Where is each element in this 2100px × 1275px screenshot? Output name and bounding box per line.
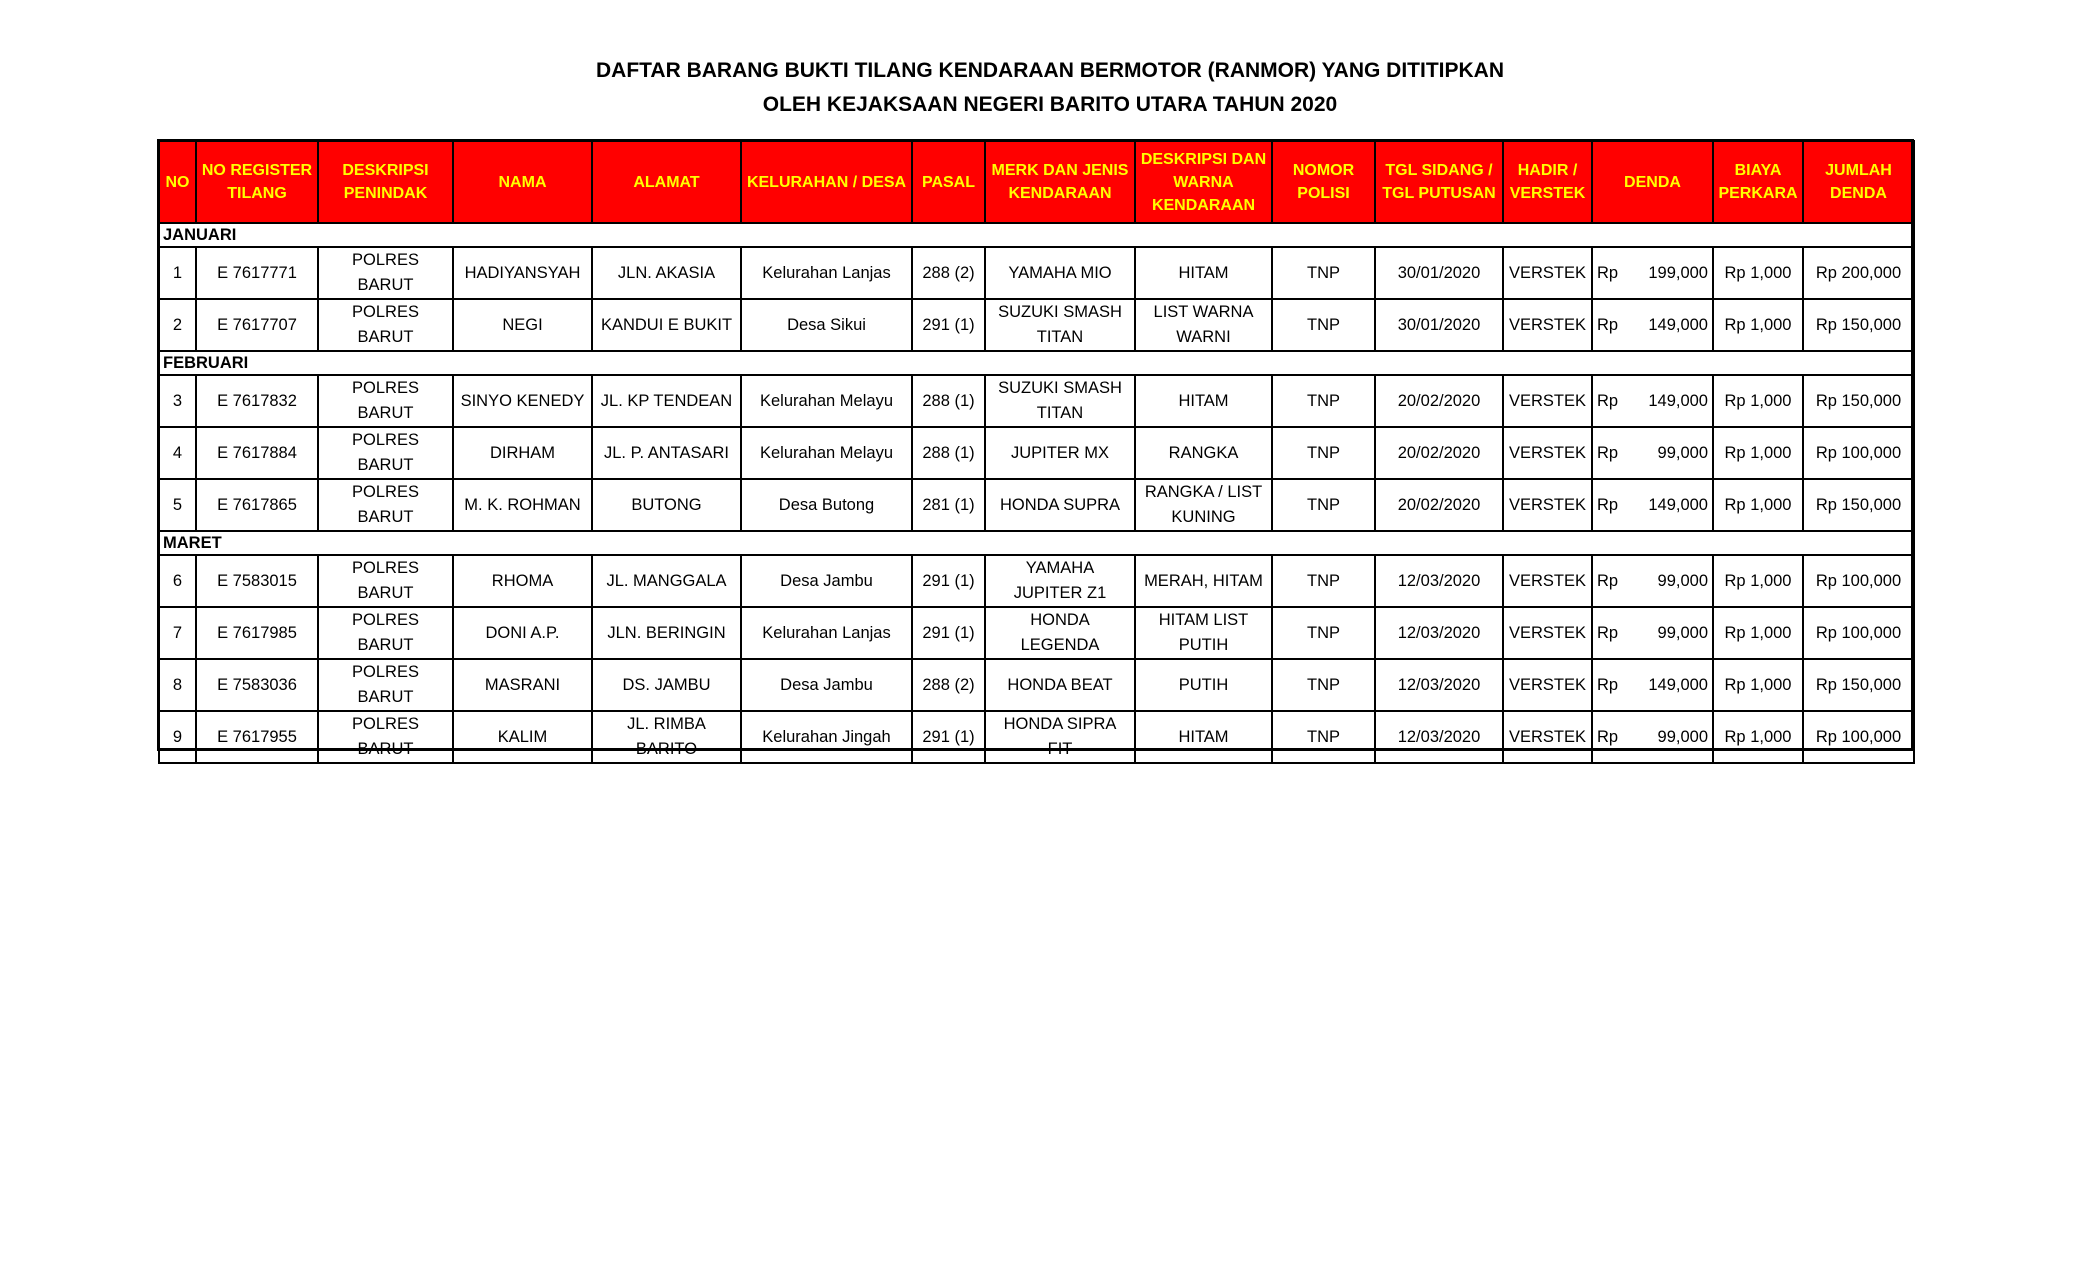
header-col-register: NO REGISTER TILANG [196, 141, 318, 223]
cell-no: 3 [159, 375, 196, 427]
table-row [159, 247, 1914, 299]
cell-register: E 7617771 [196, 247, 318, 299]
cell-no: 4 [159, 427, 196, 479]
month-label: MARET [159, 531, 1914, 555]
cell-hadir: VERSTEK [1503, 427, 1592, 479]
cell-polisi: TNP [1272, 479, 1375, 531]
cell-penindak: POLRES BARUT [318, 607, 453, 659]
cell-pasal: 291 (1) [912, 607, 985, 659]
month-section-row [159, 351, 1914, 375]
cell-register: E 7617832 [196, 375, 318, 427]
denda-currency: Rp [1597, 443, 1619, 462]
cell-hadir: VERSTEK [1503, 479, 1592, 531]
cell-hadir: VERSTEK [1503, 555, 1592, 607]
table-row [159, 375, 1914, 427]
cell-no: 5 [159, 479, 196, 531]
header-col-polisi: NOMOR POLISI [1272, 141, 1375, 223]
cell-nama: MASRANI [453, 659, 592, 711]
cell-merk: HONDA SUPRA [985, 479, 1135, 531]
cell-hadir: VERSTEK [1503, 711, 1592, 763]
cell-nama: DIRHAM [453, 427, 592, 479]
cell-pasal: 291 (1) [912, 299, 985, 351]
cell-no: 9 [159, 711, 196, 763]
cell-alamat: KANDUI E BUKIT [592, 299, 741, 351]
table-row [159, 299, 1914, 351]
cell-desa: Desa Jambu [741, 659, 912, 711]
cell-nama: HADIYANSYAH [453, 247, 592, 299]
cell-hadir: VERSTEK [1503, 659, 1592, 711]
cell-tgl: 20/02/2020 [1375, 479, 1503, 531]
cell-penindak: POLRES BARUT [318, 659, 453, 711]
cell-jumlah: Rp 100,000 [1803, 427, 1914, 479]
cell-no: 7 [159, 607, 196, 659]
denda-currency: Rp [1597, 675, 1619, 694]
cell-denda [1592, 607, 1713, 659]
denda-currency: Rp [1597, 495, 1619, 514]
cell-register: E 7583015 [196, 555, 318, 607]
cell-nama: SINYO KENEDY [453, 375, 592, 427]
denda-amount: 99,000 [1657, 727, 1708, 746]
month-section-row [159, 223, 1914, 247]
cell-warna: RANGKA / LIST KUNING [1135, 479, 1272, 531]
cell-nama: M. K. ROHMAN [453, 479, 592, 531]
cell-pasal: 291 (1) [912, 555, 985, 607]
cell-desa: Kelurahan Lanjas [741, 247, 912, 299]
month-label: FEBRUARI [159, 351, 1914, 375]
cell-biaya: Rp 1,000 [1713, 607, 1803, 659]
cell-biaya: Rp 1,000 [1713, 427, 1803, 479]
cell-biaya: Rp 1,000 [1713, 247, 1803, 299]
denda-currency: Rp [1597, 623, 1619, 642]
cell-register: E 7617985 [196, 607, 318, 659]
header-col-tgl: TGL SIDANG / TGL PUTUSAN [1375, 141, 1503, 223]
cell-denda [1592, 299, 1713, 351]
cell-warna: RANGKA [1135, 427, 1272, 479]
cell-register: E 7617955 [196, 711, 318, 763]
denda-currency: Rp [1597, 571, 1619, 590]
cell-nama: RHOMA [453, 555, 592, 607]
cell-polisi: TNP [1272, 659, 1375, 711]
cell-polisi: TNP [1272, 375, 1375, 427]
cell-penindak: POLRES BARUT [318, 711, 453, 763]
cell-pasal: 288 (2) [912, 247, 985, 299]
header-col-nama: NAMA [453, 141, 592, 223]
header-col-desa: KELURAHAN / DESA [741, 141, 912, 223]
cell-tgl: 12/03/2020 [1375, 555, 1503, 607]
cell-alamat: JLN. BERINGIN [592, 607, 741, 659]
denda-amount: 149,000 [1648, 495, 1708, 514]
cell-desa: Desa Sikui [741, 299, 912, 351]
cell-alamat: JL. P. ANTASARI [592, 427, 741, 479]
cell-jumlah: Rp 150,000 [1803, 479, 1914, 531]
header-col-pasal: PASAL [912, 141, 985, 223]
cell-jumlah: Rp 100,000 [1803, 711, 1914, 763]
cell-jumlah: Rp 150,000 [1803, 375, 1914, 427]
cell-denda [1592, 479, 1713, 531]
cell-penindak: POLRES BARUT [318, 375, 453, 427]
cell-biaya: Rp 1,000 [1713, 659, 1803, 711]
cell-jumlah: Rp 150,000 [1803, 299, 1914, 351]
cell-polisi: TNP [1272, 711, 1375, 763]
cell-tgl: 30/01/2020 [1375, 299, 1503, 351]
title-line-1: DAFTAR BARANG BUKTI TILANG KENDARAAN BERMOTOR (RANMOR) YANG DITITIPKAN [595, 59, 1505, 82]
cell-no: 6 [159, 555, 196, 607]
cell-biaya: Rp 1,000 [1713, 299, 1803, 351]
cell-pasal: 288 (1) [912, 427, 985, 479]
cell-no: 2 [159, 299, 196, 351]
table-header-row [159, 141, 1914, 223]
cell-alamat: JL. MANGGALA [592, 555, 741, 607]
cell-desa: Desa Butong [741, 479, 912, 531]
cell-biaya: Rp 1,000 [1713, 711, 1803, 763]
cell-tgl: 20/02/2020 [1375, 375, 1503, 427]
cell-jumlah: Rp 150,000 [1803, 659, 1914, 711]
cell-biaya: Rp 1,000 [1713, 555, 1803, 607]
cell-register: E 7583036 [196, 659, 318, 711]
cell-warna: MERAH, HITAM [1135, 555, 1272, 607]
month-section-row [159, 531, 1914, 555]
cell-jumlah: Rp 100,000 [1803, 555, 1914, 607]
cell-penindak: POLRES BARUT [318, 427, 453, 479]
cell-warna: HITAM [1135, 711, 1272, 763]
cell-desa: Kelurahan Lanjas [741, 607, 912, 659]
cell-alamat: DS. JAMBU [592, 659, 741, 711]
cell-nama: KALIM [453, 711, 592, 763]
cell-desa: Kelurahan Jingah [741, 711, 912, 763]
cell-warna: PUTIH [1135, 659, 1272, 711]
cell-polisi: TNP [1272, 555, 1375, 607]
cell-no: 1 [159, 247, 196, 299]
cell-merk: JUPITER MX [985, 427, 1135, 479]
header-col-jumlah: JUMLAH DENDA [1803, 141, 1914, 223]
cell-warna: HITAM [1135, 247, 1272, 299]
cell-polisi: TNP [1272, 299, 1375, 351]
cell-alamat: JLN. AKASIA [592, 247, 741, 299]
cell-nama: DONI A.P. [453, 607, 592, 659]
header-col-hadir: HADIR / VERSTEK [1503, 141, 1592, 223]
cell-register: E 7617865 [196, 479, 318, 531]
cell-denda [1592, 711, 1713, 763]
table-row [159, 427, 1914, 479]
header-col-warna: DESKRIPSI DAN WARNA KENDARAAN [1135, 141, 1272, 223]
denda-amount: 99,000 [1657, 443, 1708, 462]
cell-penindak: POLRES BARUT [318, 247, 453, 299]
denda-amount: 149,000 [1648, 391, 1708, 410]
denda-amount: 199,000 [1648, 263, 1708, 282]
denda-amount: 99,000 [1657, 623, 1708, 642]
evidence-table [158, 140, 1915, 764]
denda-amount: 149,000 [1648, 315, 1708, 334]
cell-denda [1592, 247, 1713, 299]
cell-tgl: 12/03/2020 [1375, 659, 1503, 711]
cell-nama: NEGI [453, 299, 592, 351]
cell-biaya: Rp 1,000 [1713, 479, 1803, 531]
cell-hadir: VERSTEK [1503, 299, 1592, 351]
cell-jumlah: Rp 200,000 [1803, 247, 1914, 299]
document-title [0, 54, 2100, 122]
table-row [159, 479, 1914, 531]
header-col-penindak: DESKRIPSI PENINDAK [318, 141, 453, 223]
cell-warna: LIST WARNA WARNI [1135, 299, 1272, 351]
cell-hadir: VERSTEK [1503, 607, 1592, 659]
cell-merk: HONDA SIPRA FIT [985, 711, 1135, 763]
cell-tgl: 30/01/2020 [1375, 247, 1503, 299]
table-row [159, 659, 1914, 711]
header-col-denda: DENDA [1592, 141, 1713, 223]
cell-hadir: VERSTEK [1503, 247, 1592, 299]
cell-penindak: POLRES BARUT [318, 555, 453, 607]
table-row [159, 555, 1914, 607]
cell-pasal: 288 (1) [912, 375, 985, 427]
denda-currency: Rp [1597, 727, 1619, 746]
header-col-biaya: BIAYA PERKARA [1713, 141, 1803, 223]
cell-denda [1592, 555, 1713, 607]
cell-pasal: 281 (1) [912, 479, 985, 531]
table-row [159, 711, 1914, 763]
cell-merk: YAMAHA MIO [985, 247, 1135, 299]
title-line-2: OLEH KEJAKSAAN NEGERI BARITO UTARA TAHUN 2020 [762, 93, 1338, 116]
cell-desa: Kelurahan Melayu [741, 375, 912, 427]
cell-pasal: 288 (2) [912, 659, 985, 711]
cell-denda [1592, 375, 1713, 427]
cell-jumlah: Rp 100,000 [1803, 607, 1914, 659]
cell-warna: HITAM LIST PUTIH [1135, 607, 1272, 659]
cell-polisi: TNP [1272, 427, 1375, 479]
cell-polisi: TNP [1272, 607, 1375, 659]
cell-denda [1592, 427, 1713, 479]
cell-penindak: POLRES BARUT [318, 299, 453, 351]
denda-amount: 149,000 [1648, 675, 1708, 694]
cell-penindak: POLRES BARUT [318, 479, 453, 531]
cell-polisi: TNP [1272, 247, 1375, 299]
cell-warna: HITAM [1135, 375, 1272, 427]
cell-tgl: 12/03/2020 [1375, 711, 1503, 763]
cell-alamat: JL. RIMBA BARITO [592, 711, 741, 763]
cell-desa: Desa Jambu [741, 555, 912, 607]
header-col-merk: MERK DAN JENIS KENDARAAN [985, 141, 1135, 223]
cell-register: E 7617707 [196, 299, 318, 351]
cell-merk: HONDA BEAT [985, 659, 1135, 711]
month-label: JANUARI [159, 223, 1914, 247]
cell-tgl: 12/03/2020 [1375, 607, 1503, 659]
cell-biaya: Rp 1,000 [1713, 375, 1803, 427]
cell-desa: Kelurahan Melayu [741, 427, 912, 479]
denda-amount: 99,000 [1657, 571, 1708, 590]
denda-currency: Rp [1597, 315, 1619, 334]
cell-denda [1592, 659, 1713, 711]
table-row [159, 607, 1914, 659]
header-col-no: NO [159, 141, 196, 223]
cell-alamat: JL. KP TENDEAN [592, 375, 741, 427]
cell-register: E 7617884 [196, 427, 318, 479]
cell-merk: YAMAHA JUPITER Z1 [985, 555, 1135, 607]
denda-currency: Rp [1597, 391, 1619, 410]
denda-currency: Rp [1597, 263, 1619, 282]
table-body [159, 223, 1914, 763]
cell-pasal: 291 (1) [912, 711, 985, 763]
cell-merk: HONDA LEGENDA [985, 607, 1135, 659]
cell-tgl: 20/02/2020 [1375, 427, 1503, 479]
cell-merk: SUZUKI SMASH TITAN [985, 375, 1135, 427]
header-col-alamat: ALAMAT [592, 141, 741, 223]
cell-merk: SUZUKI SMASH TITAN [985, 299, 1135, 351]
cell-no: 8 [159, 659, 196, 711]
cell-alamat: BUTONG [592, 479, 741, 531]
cell-hadir: VERSTEK [1503, 375, 1592, 427]
